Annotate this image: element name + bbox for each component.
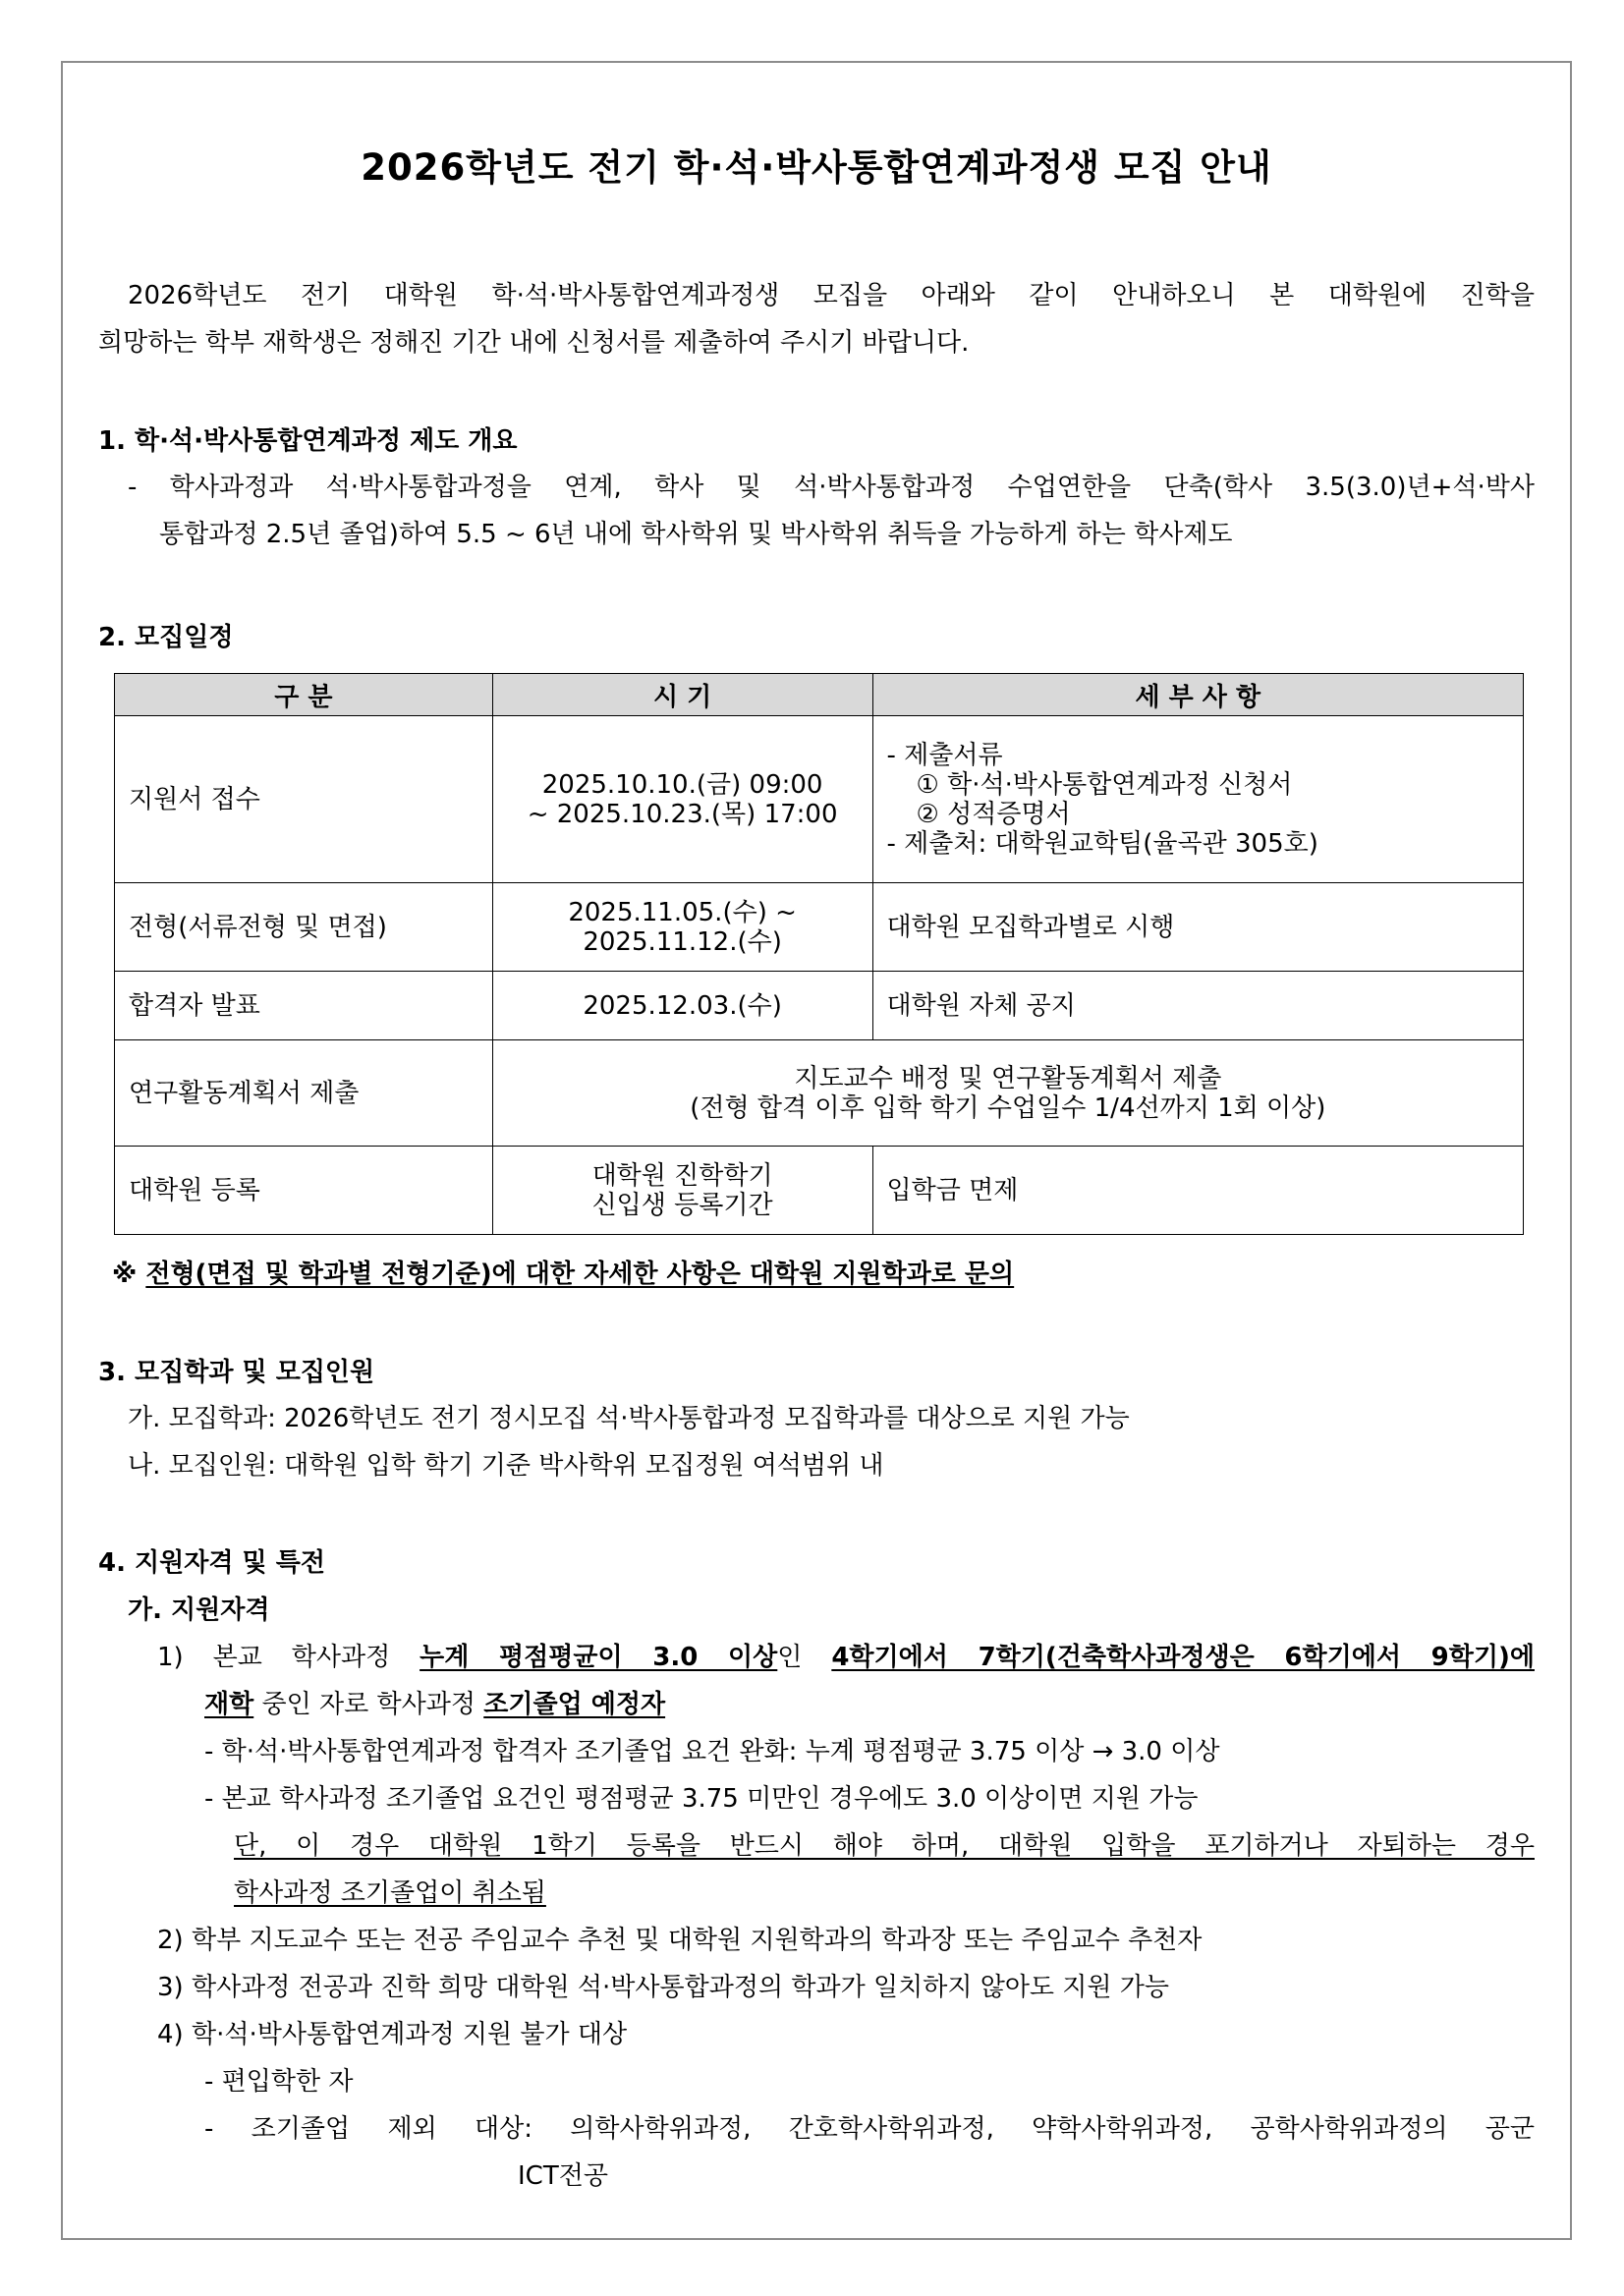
eligibility-item-1-caveat-2: 학사과정 조기졸업이 취소됨 — [234, 1878, 546, 1908]
row-label: 합격자 발표 — [115, 972, 493, 1040]
eligibility-item-1-caveat-1: 단, 이 경우 대학원 1학기 등록을 반드시 해야 하며, 대학원 입학을 포기하거나 자퇴하는 경우 — [234, 1831, 1535, 1861]
eligibility-item-4-bullet-2: - 조기졸업 제외 대상: 의학사학위과정, 간호학사학위과정, 약학사학위과정, 공학사학위과정의 공군 — [204, 2114, 1535, 2144]
eligibility-item-1-bullet-1: - 학·석·박사통합연계과정 합격자 조기졸업 요건 완화: 누계 평점평균 3.75 이상 → 3.0 이상 — [204, 1737, 1220, 1766]
eligibility-item-3: 3) 학사과정 전공과 진학 희망 대학원 석·박사통합과정의 학과가 일치하지 않아도 지원 가능 — [157, 1973, 1170, 2002]
row-period — [492, 716, 872, 883]
row-label: 지원서 접수 — [115, 716, 493, 883]
note-text: 전형(면접 및 학과별 전형기준)에 대한 자세한 사항은 대학원 지원학과로 문의 — [145, 1260, 1015, 1289]
period-line: 신입생 등록기간 — [591, 1190, 773, 1220]
emphasis: 4학기에서 7학기(건축학사과정생은 6학기에서 9학기)에 — [831, 1643, 1535, 1672]
period-start: 2025.11.05.(수) ~ — [568, 897, 797, 927]
row-label: 대학원 등록 — [115, 1147, 493, 1235]
row-details: 대학원 모집학과별로 시행 — [872, 883, 1523, 972]
eligibility-item-1 — [157, 1639, 1535, 1676]
period-end: 2025.11.12.(수) — [583, 926, 782, 957]
section-1-line-2: 통합과정 2.5년 졸업)하여 5.5 ~ 6년 내에 학사학위 및 박사학위 취득을 가능하게 하는 학사제도 — [159, 520, 1233, 549]
detail-line: - 제출처: 대학원교학팀(율곡관 305호) — [886, 828, 1318, 859]
eligibility-item-4-bullet-1: - 편입학한 자 — [204, 2067, 354, 2097]
text: 1) 본교 학사과정 — [157, 1643, 420, 1672]
period-end: ~ 2025.10.23.(목) 17:00 — [527, 799, 838, 829]
row-period — [492, 1147, 872, 1235]
detail-line: ② 성적증명서 — [916, 799, 1071, 829]
section-4-subheading: 가. 지원자격 — [128, 1596, 270, 1625]
eligibility-item-4: 4) 학·석·박사통합연계과정 지원 불가 대상 — [157, 2020, 628, 2049]
row-period: 2025.12.03.(수) — [492, 972, 872, 1040]
eligibility-item-1-cont — [204, 1686, 665, 1723]
period-start: 2025.10.10.(금) 09:00 — [541, 769, 823, 800]
eligibility-item-4-bullet-2-cont: ICT전공 — [518, 2161, 608, 2191]
table-row — [115, 716, 1524, 883]
table-header-details: 세 부 사 항 — [872, 674, 1523, 716]
schedule-note — [112, 1256, 1014, 1293]
detail-line: - 제출서류 — [886, 740, 1003, 770]
section-3-heading: 3. 모집학과 및 모집인원 — [98, 1358, 375, 1387]
emphasis: 조기졸업 예정자 — [483, 1690, 666, 1719]
table-header-period: 시 기 — [492, 674, 872, 716]
eligibility-item-2: 2) 학부 지도교수 또는 전공 주임교수 추천 및 대학원 지원학과의 학과장 또는 주임교수 추천자 — [157, 1926, 1203, 1955]
detail-line: (전형 합격 이후 입학 학기 수업일수 1/4선까지 1회 이상) — [690, 1092, 1326, 1123]
row-period — [492, 883, 872, 972]
text: 인 — [777, 1643, 832, 1672]
eligibility-item-1-bullet-2: - 본교 학사과정 조기졸업 요건인 평점평균 3.75 미만인 경우에도 3.0 이상이면 지원 가능 — [204, 1784, 1199, 1814]
period-line: 대학원 진학학기 — [591, 1160, 773, 1191]
section-2-heading: 2. 모집일정 — [98, 623, 234, 652]
schedule-table — [114, 673, 1524, 1235]
row-details: 입학금 면제 — [872, 1147, 1523, 1235]
section-1-line-1: - 학사과정과 석·박사통합과정을 연계, 학사 및 석·박사통합과정 수업연한을 단축(학사 3.5(3.0)년+석·박사 — [128, 473, 1535, 502]
intro-line-1: 2026학년도 전기 대학원 학·석·박사통합연계과정생 모집을 아래와 같이 안내하오니 본 대학원에 진학을 — [128, 281, 1535, 310]
page-title: 2026학년도 전기 학·석·박사통합연계과정생 모집 안내 — [361, 146, 1272, 189]
text: 중인 자로 학사과정 — [253, 1690, 484, 1719]
emphasis: 재학 — [204, 1690, 254, 1719]
row-merged-detail — [492, 1040, 1523, 1147]
row-details — [872, 716, 1523, 883]
note-mark: ※ — [112, 1260, 146, 1289]
intro-line-2: 희망하는 학부 재학생은 정해진 기간 내에 신청서를 제출하여 주시기 바랍니다. — [98, 328, 970, 358]
row-label: 전형(서류전형 및 면접) — [115, 883, 493, 972]
detail-line: ① 학·석·박사통합연계과정 신청서 — [916, 769, 1293, 800]
emphasis: 누계 평점평균이 3.0 이상 — [420, 1643, 778, 1672]
table-row — [115, 1147, 1524, 1235]
section-1-heading: 1. 학·석·박사통합연계과정 제도 개요 — [98, 426, 518, 456]
detail-line: 지도교수 배정 및 연구활동계획서 제출 — [794, 1063, 1222, 1093]
row-label: 연구활동계획서 제출 — [115, 1040, 493, 1147]
table-header-category: 구 분 — [115, 674, 493, 716]
table-row — [115, 1040, 1524, 1147]
section-4-heading: 4. 지원자격 및 특전 — [98, 1548, 325, 1578]
section-3-item-a: 가. 모집학과: 2026학년도 전기 정시모집 석·박사통합과정 모집학과를 대상으로 지원 가능 — [128, 1404, 1130, 1433]
section-3-item-b: 나. 모집인원: 대학원 입학 학기 기준 박사학위 모집정원 여석범위 내 — [128, 1451, 884, 1481]
table-row — [115, 883, 1524, 972]
row-details: 대학원 자체 공지 — [872, 972, 1523, 1040]
table-row — [115, 972, 1524, 1040]
table-header-row — [115, 674, 1524, 716]
